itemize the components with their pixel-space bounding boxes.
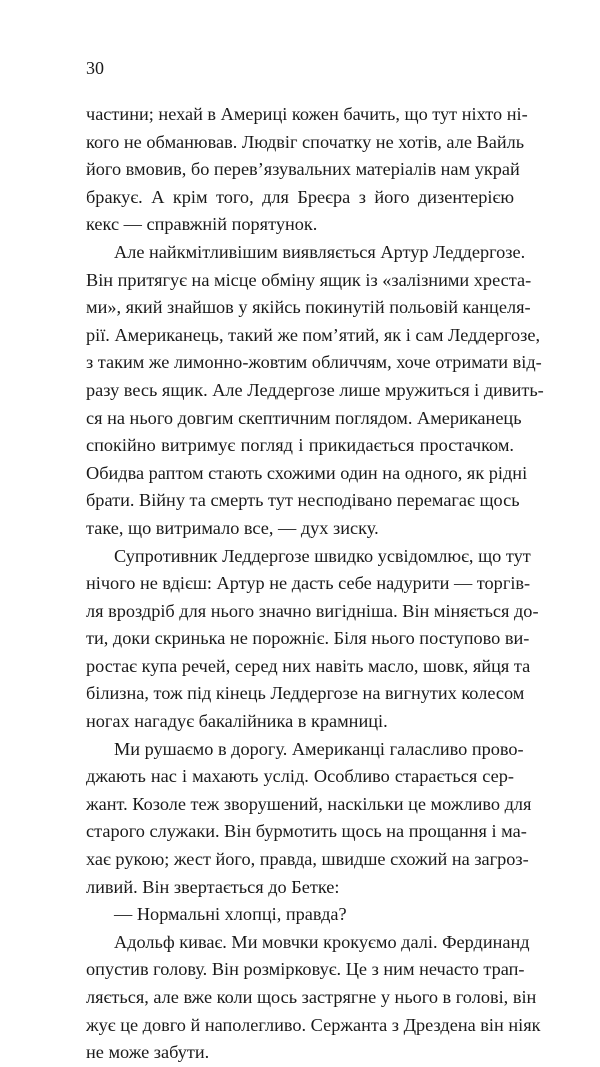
text-line: ростає купа речей, серед них навіть масло, шовк, яйця та <box>86 655 531 676</box>
text-line: ногах нагадує бакалійника в крамниці. <box>86 711 388 732</box>
text-line: Адольф киває. Ми мовчки крокуємо далі. Фердинанд <box>114 931 530 952</box>
text-line: — Нормальні хлопці, правда? <box>114 904 347 925</box>
text-line: разу весь ящик. Але Леддергозе лише мружиться і дивить- <box>86 379 544 400</box>
paragraph <box>86 101 528 239</box>
text-line: Супротивник Леддергозе швидко усвідомлює, що тут <box>114 545 531 566</box>
text-line: таке, що витримало все, — дух зиску. <box>86 517 379 538</box>
text-line: Обидва раптом стають схожими один на одного, як рідні <box>86 462 528 483</box>
text-line: ля вроздріб для нього значно вигідніша. Він міняється до- <box>86 600 539 621</box>
page-number: 30 <box>86 58 104 78</box>
paragraph <box>86 543 539 736</box>
text-line: частини; нехай в Америці кожен бачить, що тут ніхто ні- <box>86 104 528 124</box>
text-line: рії. Американець, такий же пом’ятий, як і сам Леддергозе, <box>86 324 541 345</box>
text-line: жант. Козоле теж зворушений, наскільки це можливо для <box>86 793 532 814</box>
body-text <box>86 101 544 1067</box>
text-line: ся на нього довгим скептичним поглядом. Американець <box>86 407 522 428</box>
text-line: опустив голову. Він розмірковує. Це з ним нечасто трап- <box>86 959 525 980</box>
text-line: брати. Війну та смерть тут несподівано перемагає щось <box>86 490 520 511</box>
text-line: ми», який знайшов у якійсь покинутій польовій канцеля- <box>86 297 531 318</box>
text-line: ляється, але вже коли щось застрягне у нього в голові, він <box>86 987 537 1007</box>
text-line: жує це довго й наполегливо. Сержанта з Дрездена він ніяк <box>86 1014 541 1035</box>
text-line: бракує. А крім того, для Бреєра з його дизентерією <box>86 186 514 207</box>
text-line: ти, доки скринька не порожніє. Біля нього поступово ви- <box>86 628 530 649</box>
paragraph <box>86 929 541 1067</box>
text-line: ливий. Він звертається до Бетке: <box>86 876 340 897</box>
text-line: старого служаки. Він бурмотить щось на прощання і ма- <box>86 821 527 842</box>
text-line: Ми рушаємо в дорогу. Американці галасливо прово- <box>114 738 524 759</box>
text-line: кекс — справжній порятунок. <box>86 214 318 235</box>
text-line: з таким же лимонно-жовтим обличчям, хоче отримати від- <box>86 352 542 373</box>
text-line: Але найкмітливішим виявляється Артур Леддергозе. <box>114 241 526 262</box>
text-line: його вмовив, бо перев’язувальних матеріалів нам украй <box>86 159 520 180</box>
text-line: спокійно витримує погляд і прикидається простачком. <box>86 435 514 456</box>
text-line: Він притягує на місце обміну ящик із «залізними хреста- <box>86 269 532 290</box>
paragraph <box>86 239 544 543</box>
text-line: нічого не вдієш: Артур не дасть себе надурити — торгів- <box>86 573 531 594</box>
paragraph <box>86 901 514 929</box>
paragraph <box>86 736 532 902</box>
text-line: джають нас і махають услід. Особливо старається сер- <box>86 766 514 787</box>
text-line: хає рукою; жест його, правда, швидше схожий на загроз- <box>86 849 529 870</box>
text-line: не може забути. <box>86 1042 210 1063</box>
text-line: кого не обманював. Людвіг спочатку не хотів, але Вайль <box>86 131 525 152</box>
text-line: білизна, тож під кінець Леддергозе на вигнутих колесом <box>86 683 525 704</box>
